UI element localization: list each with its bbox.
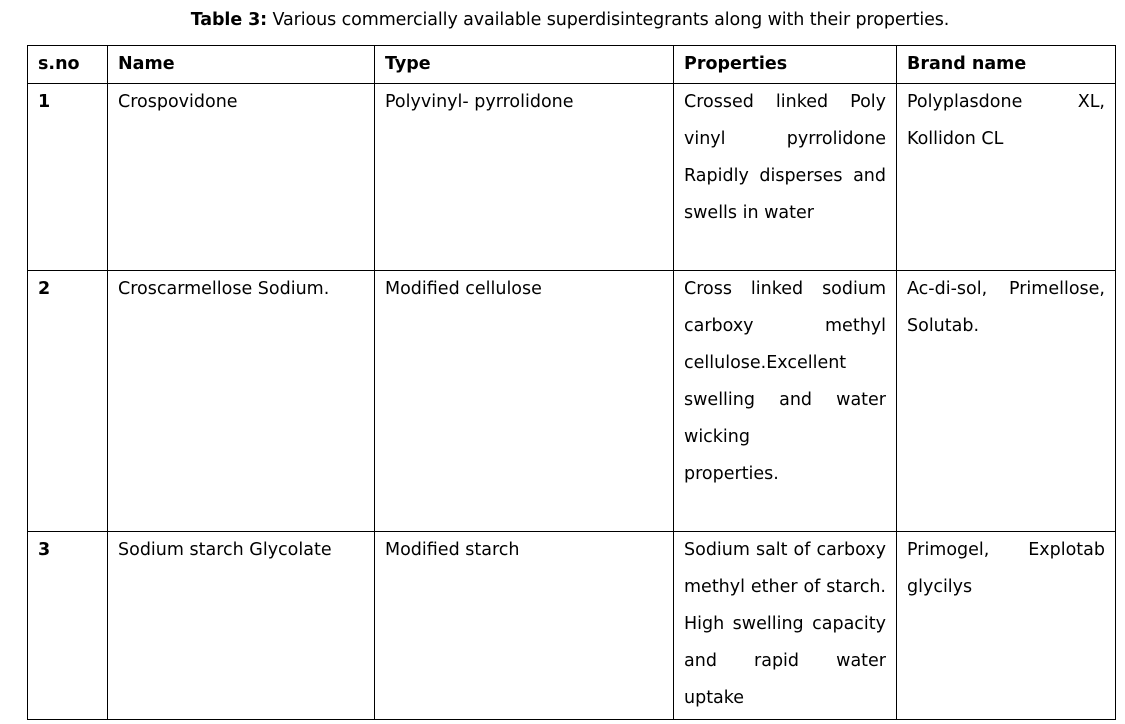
superdisintegrants-table xyxy=(27,45,1116,720)
cell-type: Polyvinyl- pyrrolidone xyxy=(375,84,674,271)
cell-properties: Sodium salt of carboxy methyl ether of starch. High swelling capacity and rapid water uptake xyxy=(674,532,897,720)
header-brand: Brand name xyxy=(897,46,1116,84)
cell-sno: 2 xyxy=(28,271,108,532)
table-row xyxy=(28,271,1116,532)
cell-properties: Crossed linked Poly vinyl pyrrolidone Rapidly disperses and swells in water xyxy=(674,84,897,271)
header-properties: Properties xyxy=(674,46,897,84)
cell-type: Modified starch xyxy=(375,532,674,720)
header-name: Name xyxy=(108,46,375,84)
caption-text: Various commercially available superdisintegrants along with their properties. xyxy=(267,10,950,30)
cell-name: Crospovidone xyxy=(108,84,375,271)
table-row xyxy=(28,532,1116,720)
header-type: Type xyxy=(375,46,674,84)
cell-brand: Ac-di-sol, Primellose, Solutab. xyxy=(897,271,1116,532)
cell-properties: Cross linked sodium carboxy methyl cellulose.Excellent swelling and water wicking properties. xyxy=(674,271,897,532)
caption-label: Table 3: xyxy=(190,10,268,30)
cell-type: Modified cellulose xyxy=(375,271,674,532)
cell-sno: 1 xyxy=(28,84,108,271)
table-caption xyxy=(0,8,1125,32)
table-row xyxy=(28,84,1116,271)
cell-sno: 3 xyxy=(28,532,108,720)
header-sno: s.no xyxy=(28,46,108,84)
cell-brand: Primogel, Explotab glycilys xyxy=(897,532,1116,720)
cell-brand: Polyplasdone XL, Kollidon CL xyxy=(897,84,1116,271)
cell-name: Sodium starch Glycolate xyxy=(108,532,375,720)
table-header-row xyxy=(28,46,1116,84)
cell-name: Croscarmellose Sodium. xyxy=(108,271,375,532)
